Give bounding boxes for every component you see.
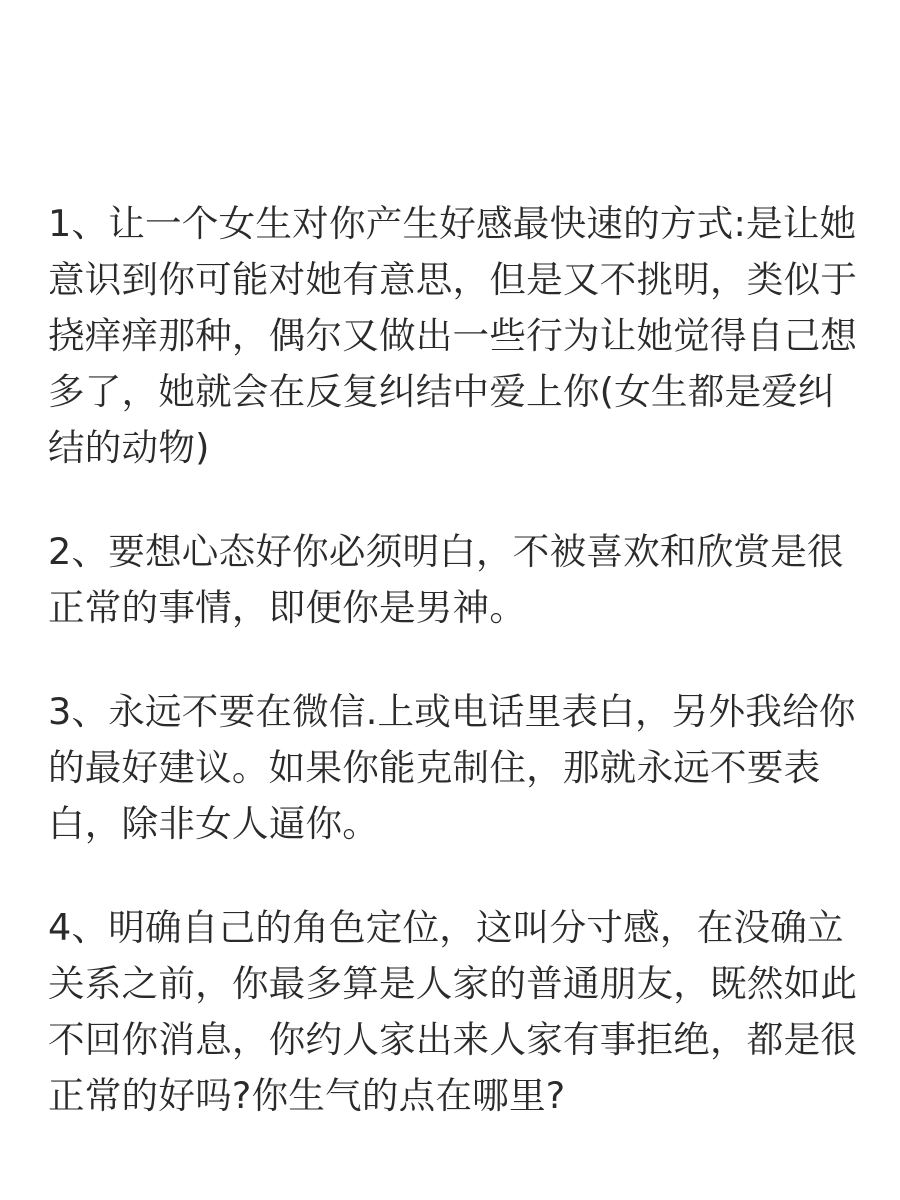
paragraph-3: 3、永远不要在微信.上或电话里表白，另外我给你的最好建议。如果你能克制住，那就永远不要表白，除非女人逼你。: [48, 690, 856, 845]
paragraph-2: 2、要想心态好你必须明白，不被喜欢和欣赏是很正常的事情，即便你是男神。: [48, 530, 844, 629]
paragraph-4: 4、明确自己的角色定位，这叫分寸感，在没确立关系之前，你最多算是人家的普通朋友，既然如此不回你消息，你约人家出来人家有事拒绝，都是很正常的好吗?你生气的点在哪里?: [48, 906, 858, 1117]
paragraph-1: 1、让一个女生对你产生好感最快速的方式:是让她意识到你可能对她有意思，但是又不挑明，类似于挠痒痒那种，偶尔又做出一些行为让她觉得自己想多了，她就会在反复纠结中爱上你(女生都是爱纠结的动物): [48, 202, 858, 469]
